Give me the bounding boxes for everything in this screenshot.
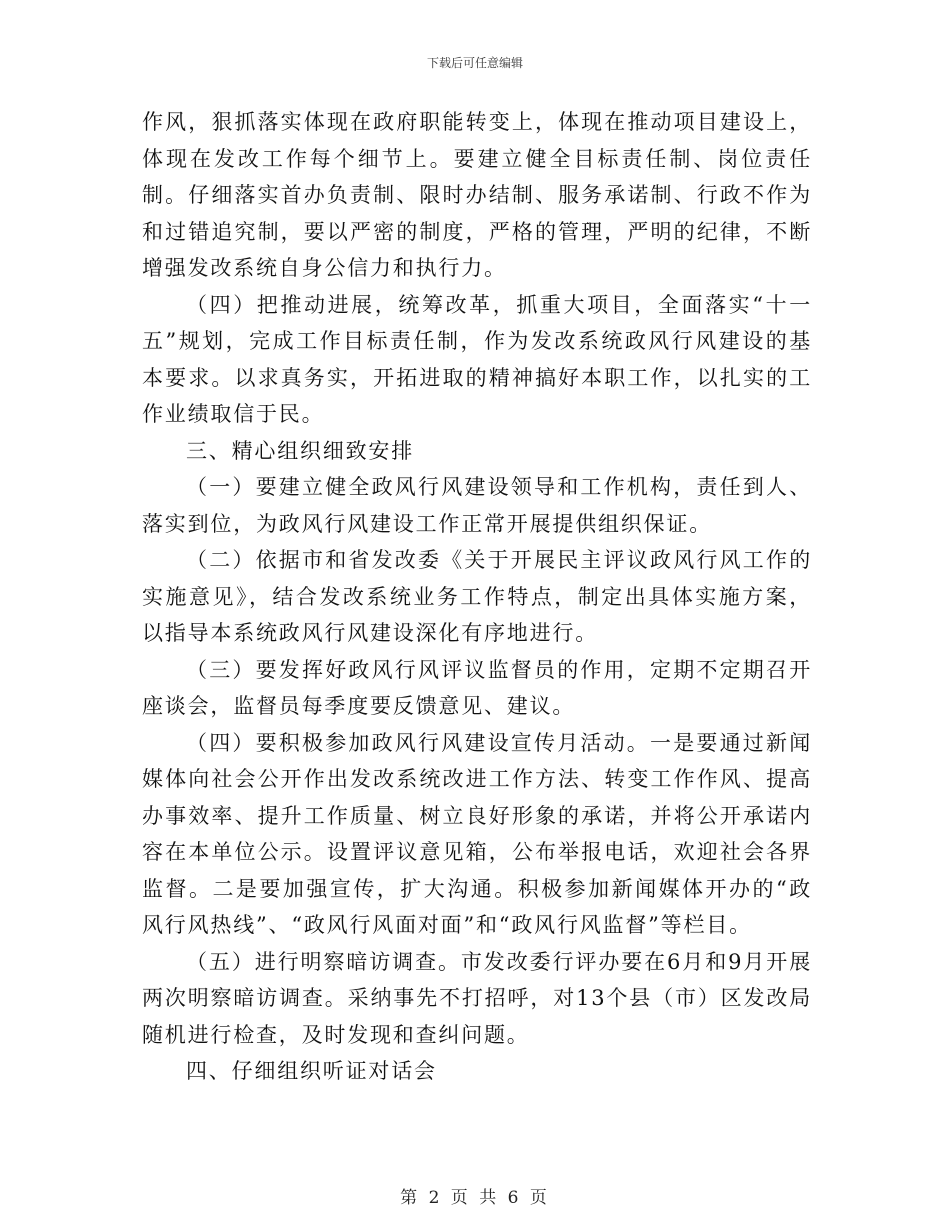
paragraph-1: 作风，狠抓落实体现在政府职能转变上，体现在推动项目建设上，体现在发改工作每个细节上。要建立健全目标责任制、岗位责任制。仔细落实首办负责制、限时办结制、服务承诺制、行政不作为和过错追究制，要以严密的制度，严格的管理，严明的纪律，不断增强发改系统自身公信力和执行力。 (142, 110, 812, 280)
page-header: 下载后可任意编辑 (426, 56, 523, 70)
paragraph-8: （五）进行明察暗访调查。市发改委行评办要在6月和9月开展两次明察暗访调查。采纳事先不打招呼，对13个县（市）区发改局随机进行检查，及时发现和查纠问题。 (142, 949, 812, 1047)
paragraph-2: （四）把推动进展，统筹改革，抓重大项目，全面落实“十一五”规划，完成工作目标责任制，作为发改系统政风行风建设的基本要求。以求真务实，开拓进取的精神搞好本职工作，以扎实的工作业绩取信于民。 (142, 292, 812, 426)
paragraph-6: （三）要发挥好政风行风评议监督员的作用，定期不定期召开座谈会，监督员每季度要反馈意见、建议。 (142, 657, 812, 718)
paragraph-5: （二）依据市和省发改委《关于开展民主评议政风行风工作的实施意见》，结合发改系统业务工作特点，制定出具体实施方案，以指导本系统政风行风建设深化有序地进行。 (142, 548, 812, 645)
document-body (142, 104, 812, 1090)
paragraph-4: （一）要建立健全政风行风建设领导和工作机构，责任到人、落实到位，为政风行风建设工作正常开展提供组织保证。 (142, 475, 812, 536)
section-heading-3: 三、精心组织细致安排 (186, 438, 414, 463)
page-footer: 第 2 页 共 6 页 (400, 1188, 550, 1208)
section-heading-4: 四、仔细组织听证对话会 (186, 1059, 437, 1083)
paragraph-7: （四）要积极参加政风行风建设宣传月活动。一是要通过新闻媒体向社会公开作出发改系统改进工作方法、转变工作作风、提高办事效率、提升工作质量、树立良好形象的承诺，并将公开承诺内容在本单位公示。设置评议意见箱，公布举报电话，欢迎社会各界监督。二是要加强宣传，扩大沟通。积极参加新闻媒体开办的“政风行风热线”、“政风行风面对面”和“政风行风监督”等栏目。 (142, 730, 812, 937)
